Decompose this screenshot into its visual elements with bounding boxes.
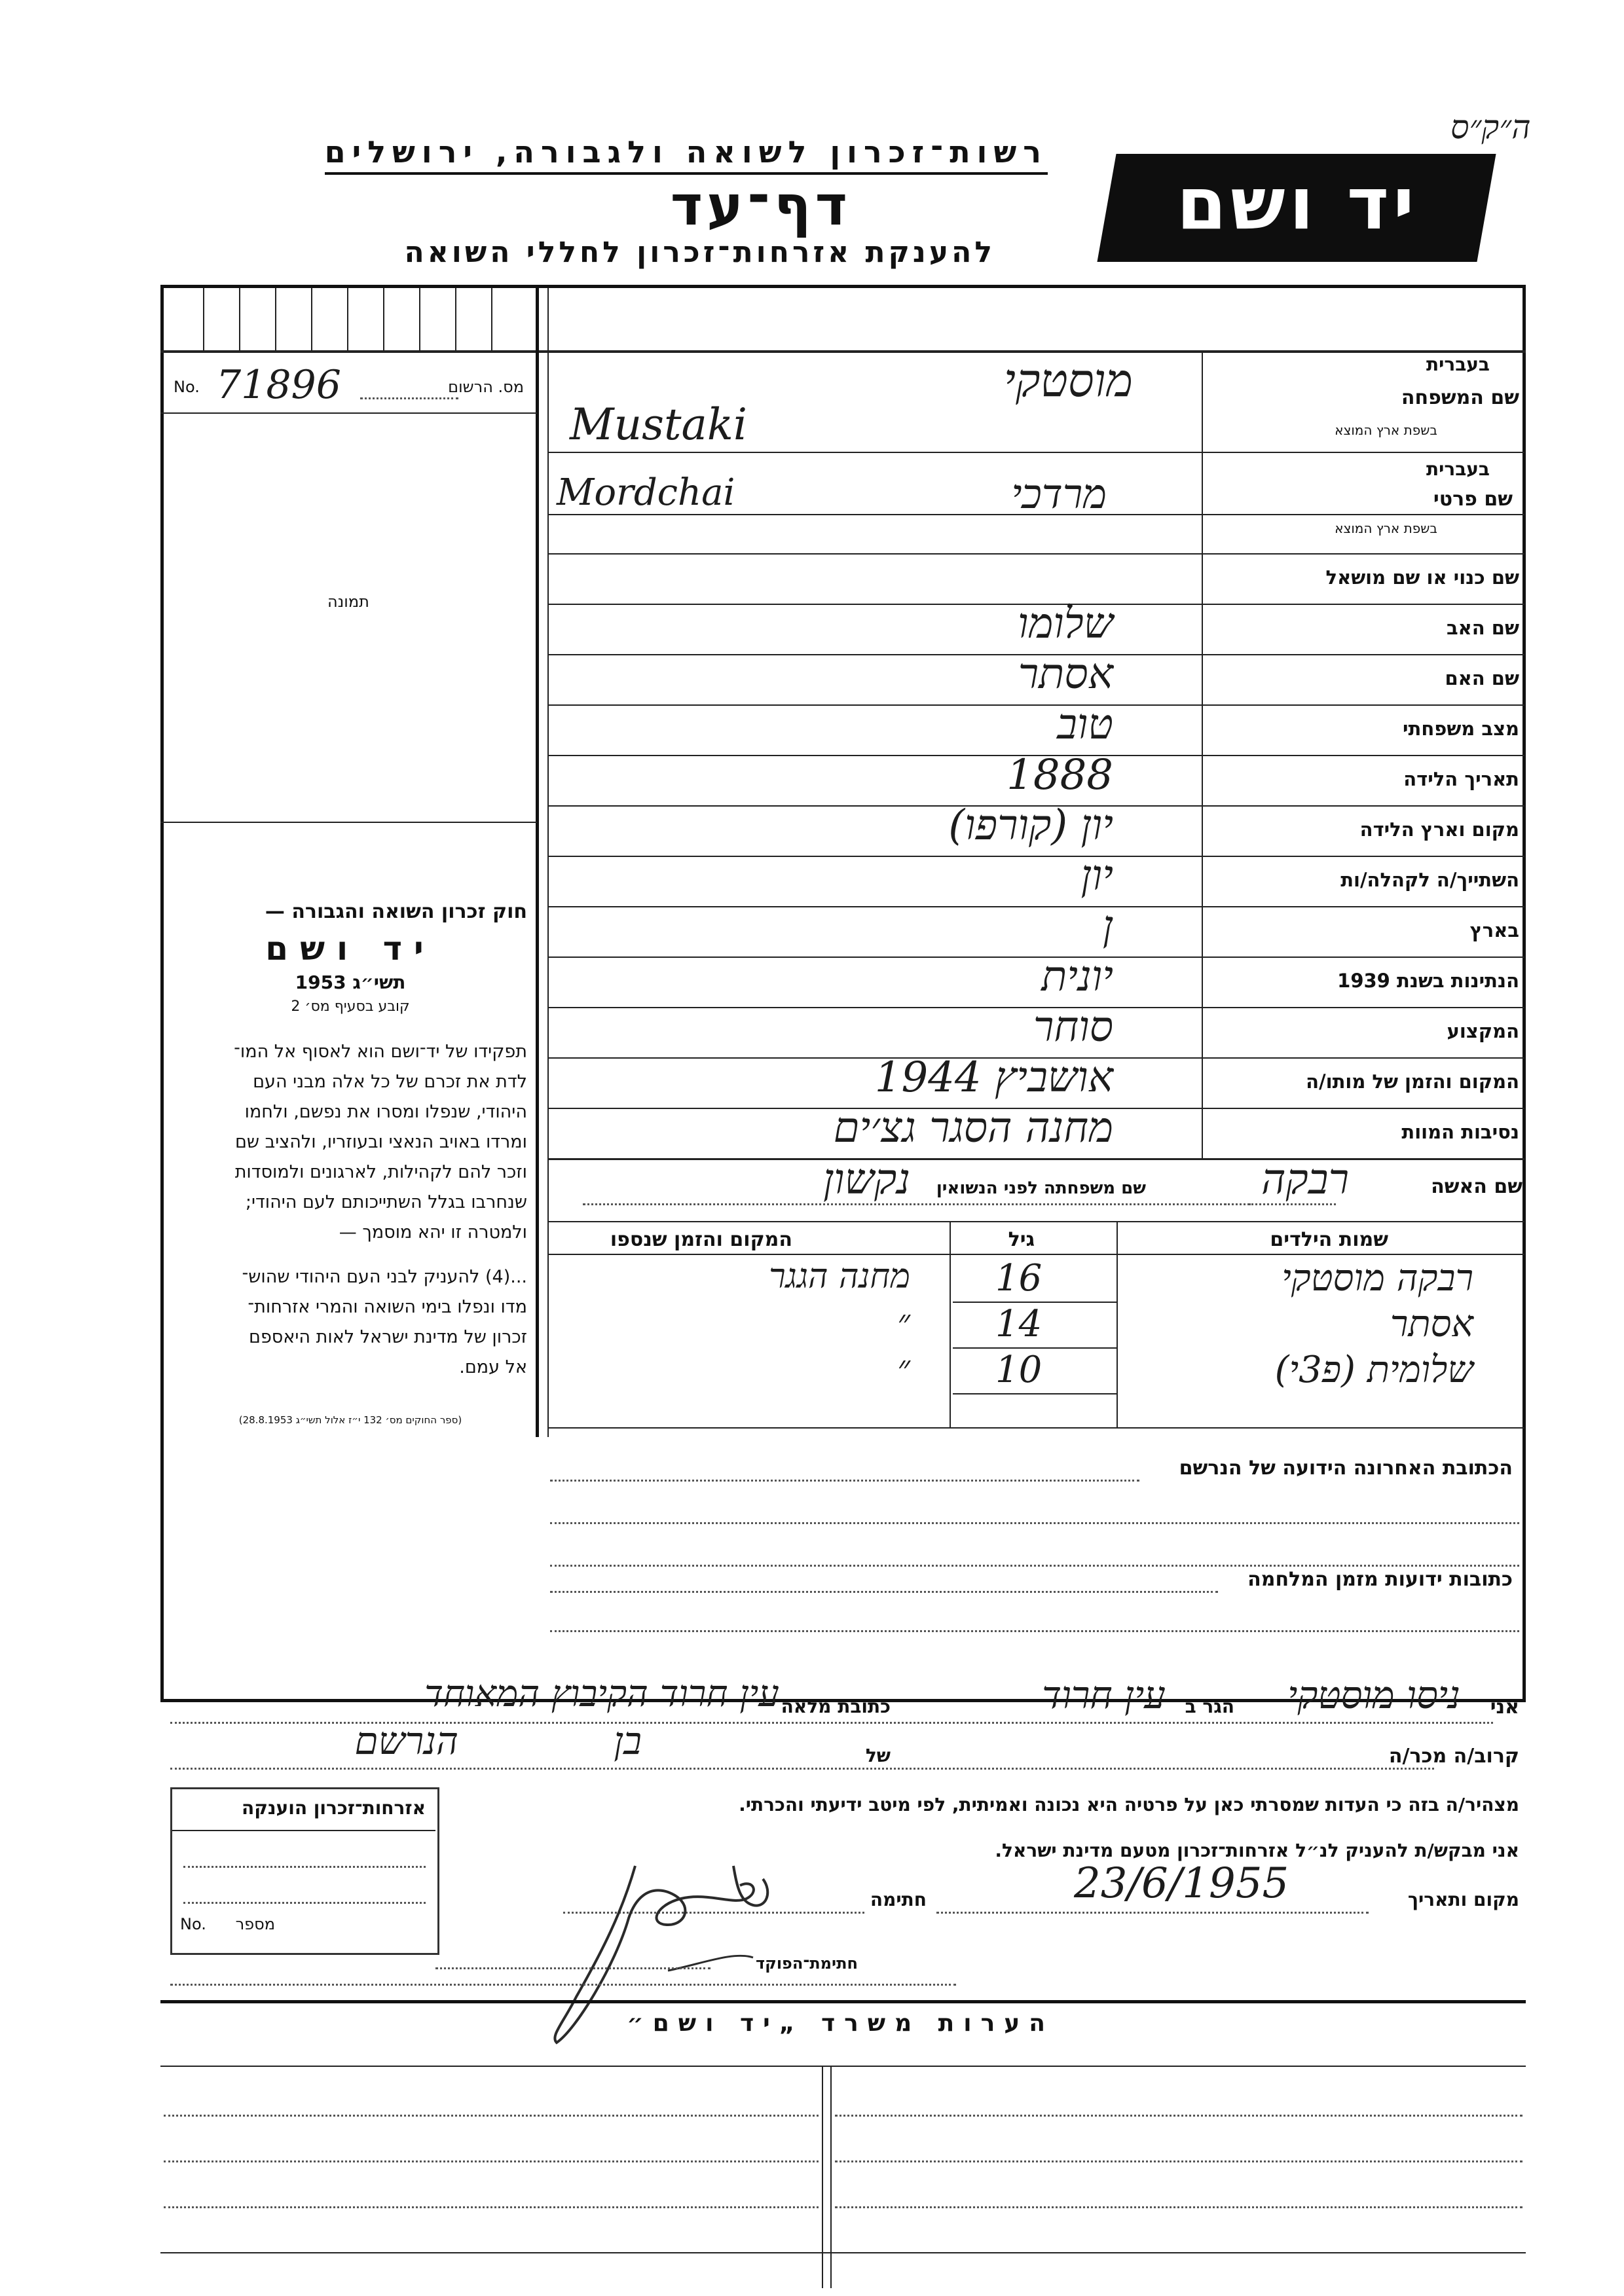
field-value-marital: טוב — [1057, 701, 1113, 749]
law-text — [174, 900, 527, 1426]
field-label-death-circumstance: נסיבות המוות — [1401, 1121, 1519, 1143]
child-age: 16 — [995, 1257, 1043, 1300]
declarant-name: ניסו מוסטקי — [1287, 1673, 1460, 1717]
first-name-label: שם פרטי — [1433, 488, 1513, 511]
document-subtitle: להענקת אזרחות־זכרון לחללי השואה — [404, 236, 995, 269]
yad-vashem-logo: יד ושם — [1097, 154, 1496, 262]
field-label-citizenship: הנתינות בשנת 1939 — [1337, 970, 1519, 992]
wife-label: שם האשה — [1431, 1175, 1522, 1198]
family-name-label: שם המשפחה — [1401, 386, 1519, 409]
field-row-line — [549, 906, 1524, 907]
field-value-community: יון — [1080, 852, 1113, 900]
field-value-death-place: אושביץ 1944 — [874, 1053, 1113, 1102]
maiden-name: נקשון — [822, 1156, 910, 1204]
field-label-birth-date: תאריך הלידה — [1403, 768, 1519, 790]
family-name-hebrew: מוסטקי — [1003, 354, 1133, 407]
relation-label: קרוב/ה מכר/ה — [1388, 1745, 1519, 1768]
origin-label-1: בשפת ארץ המוצא — [1335, 422, 1437, 438]
war-address-label: כתובות ידועות מזמן המלחמה — [1247, 1568, 1513, 1591]
law-yad-vashem: יד ושם — [265, 930, 435, 968]
official-signature-label: חתימת־הפוקד — [756, 1954, 858, 1973]
first-name-origin: Mordchai — [557, 471, 735, 514]
field-value-father: שלומו — [1018, 600, 1113, 648]
resides-label: הגר ב — [1185, 1696, 1234, 1717]
field-value-profession: סוחר — [1033, 1003, 1113, 1051]
child-place: ״ — [897, 1303, 910, 1342]
of-value: הנרשם — [354, 1719, 458, 1763]
child-place: ״ — [897, 1349, 910, 1388]
field-row-line — [549, 957, 1524, 958]
address-label: כתובת מלאה — [781, 1696, 891, 1717]
children-place-header: המקום והזמן שנספו — [610, 1228, 792, 1251]
place-date-label: מקום ותאריך — [1407, 1889, 1519, 1910]
field-value-death-circumstance: מחנה הסגר גצ׳ים — [833, 1104, 1113, 1152]
law-year: תשי״ג 1953 — [295, 972, 406, 993]
citizenship-title: אזרחות־זכרון הוענקה — [242, 1797, 426, 1819]
photo-label: תמונה — [327, 592, 369, 611]
declaration-ani-label: אני — [1490, 1696, 1519, 1719]
law-source: (ספר החוקים מס׳ 132 י״ז אלול תשי״ג 28.8.1953) — [238, 1414, 462, 1426]
family-name-origin: Mustaki — [570, 399, 747, 450]
citizenship-no-label: No. — [180, 1915, 206, 1933]
reg-label: מס. הרשום — [448, 378, 524, 396]
field-value-birth-place: יון (קורפו) — [948, 801, 1113, 850]
law-title: חוק זכרון השואה והגבורה — — [265, 900, 527, 923]
law-clause: קובע בסעיף מס׳ 2 — [291, 998, 410, 1015]
field-label-marital: מצב משפחתי — [1402, 718, 1519, 740]
place-date-value: 23/6/1955 — [1074, 1859, 1289, 1908]
field-label-birth-place: מקום וארץ הלידה — [1359, 818, 1519, 841]
signature-label: חתימה — [870, 1889, 927, 1910]
field-value-citizenship: יונית — [1041, 953, 1113, 1001]
law-paragraph-1: תפקידו של יד־ושם הוא לאסוף אל המו־ לדת את זכרם של כל אלה מבני העם היהודי, שנפלו ומסרו את נפשם, ולחמו ומרדו באויב הנאצי ובעוזריו, ולהציב שם וזכר להם לקהילות, לארגונים ולמוסדות שנחרבו בגלל השתייכותם לעם היהודי; ולמטרה זו יהא מוסמך — — [234, 1042, 527, 1243]
reg-no-label: No. — [174, 378, 200, 396]
field-label-community: השתייך/ה לקהלה/ות — [1340, 869, 1519, 891]
document-title: דף־עד — [670, 173, 851, 238]
remarks-title: הערות משרד „יד ושם״ — [627, 2010, 1054, 2037]
field-label-country: בארץ — [1469, 919, 1519, 941]
child-age-underline — [953, 1393, 1116, 1394]
field-value-mother: אסתר — [1018, 650, 1113, 699]
field-value-country: ן — [1102, 902, 1113, 951]
origin-label-2: בשפת ארץ המוצא — [1335, 520, 1437, 536]
statement-text: מצהיר/ה בזה כי העדות שמסרתי כאן על פרטיה היא נכונה ואמיתית, לפי מיטב ידיעתי והכרתי. — [739, 1794, 1519, 1815]
authority-title: רשות־זכרון לשואה ולגבורה, ירושלים — [325, 134, 1048, 175]
registration-number: 71896 — [216, 362, 341, 408]
wife-name: רבקה — [1261, 1156, 1349, 1204]
child-name: רבקה מוסטקי — [1282, 1257, 1473, 1300]
hebrew-label-1: בעברית — [1426, 354, 1490, 375]
declarant-address: עין חרוד הקיבוץ המאוחד — [424, 1673, 779, 1715]
first-name-hebrew: מרדכי — [1011, 470, 1107, 518]
of-label: של — [865, 1745, 891, 1766]
field-label-mother: שם האם — [1445, 667, 1519, 689]
field-row-line — [549, 856, 1524, 857]
corner-note: ה״ק״ס — [1450, 108, 1531, 146]
hebrew-label-2: בעברית — [1426, 458, 1490, 480]
children-names-header: שמות הילדים — [1270, 1228, 1388, 1251]
field-label-father: שם האב — [1446, 617, 1519, 639]
field-value-birth-date: 1888 — [1006, 751, 1113, 799]
field-row-line — [549, 704, 1524, 706]
field-label-death-place: המקום והזמן של מותו/ה — [1306, 1070, 1519, 1093]
declarant-city: עין חרוד — [1042, 1673, 1166, 1717]
request-text: אני מבקש/ת להעניק לנ״ל אזרחות־זכרון מטעם מדינת ישראל. — [995, 1840, 1519, 1861]
child-name: שלומית (פ3י) — [1274, 1349, 1473, 1391]
field-label-profession: המקצוע — [1447, 1020, 1519, 1042]
child-age: 10 — [995, 1349, 1043, 1391]
child-age: 14 — [995, 1303, 1043, 1345]
child-name: אסתר — [1390, 1303, 1473, 1345]
law-paragraph-2: ...(4) להעניק לבני העם היהודי שהוש־ מדו ונפלו בימי השואה והמרי אזרחות־ זכרון של מדינת ישראל לאות היאספם אל עמם. — [242, 1267, 527, 1377]
child-place: מחנה הגגר — [769, 1257, 910, 1296]
field-label-nickname: שם כנוי או שם מושאל — [1325, 566, 1519, 589]
relation-value: בן — [614, 1719, 642, 1763]
maiden-label: שם משפחתה לפני הנשואין — [936, 1178, 1146, 1198]
citizenship-number-label: מספר — [235, 1915, 275, 1933]
children-age-header: גיל — [1008, 1228, 1035, 1251]
last-address-label: הכתובת האחרונה הידועה של הנרשם — [1179, 1457, 1513, 1480]
